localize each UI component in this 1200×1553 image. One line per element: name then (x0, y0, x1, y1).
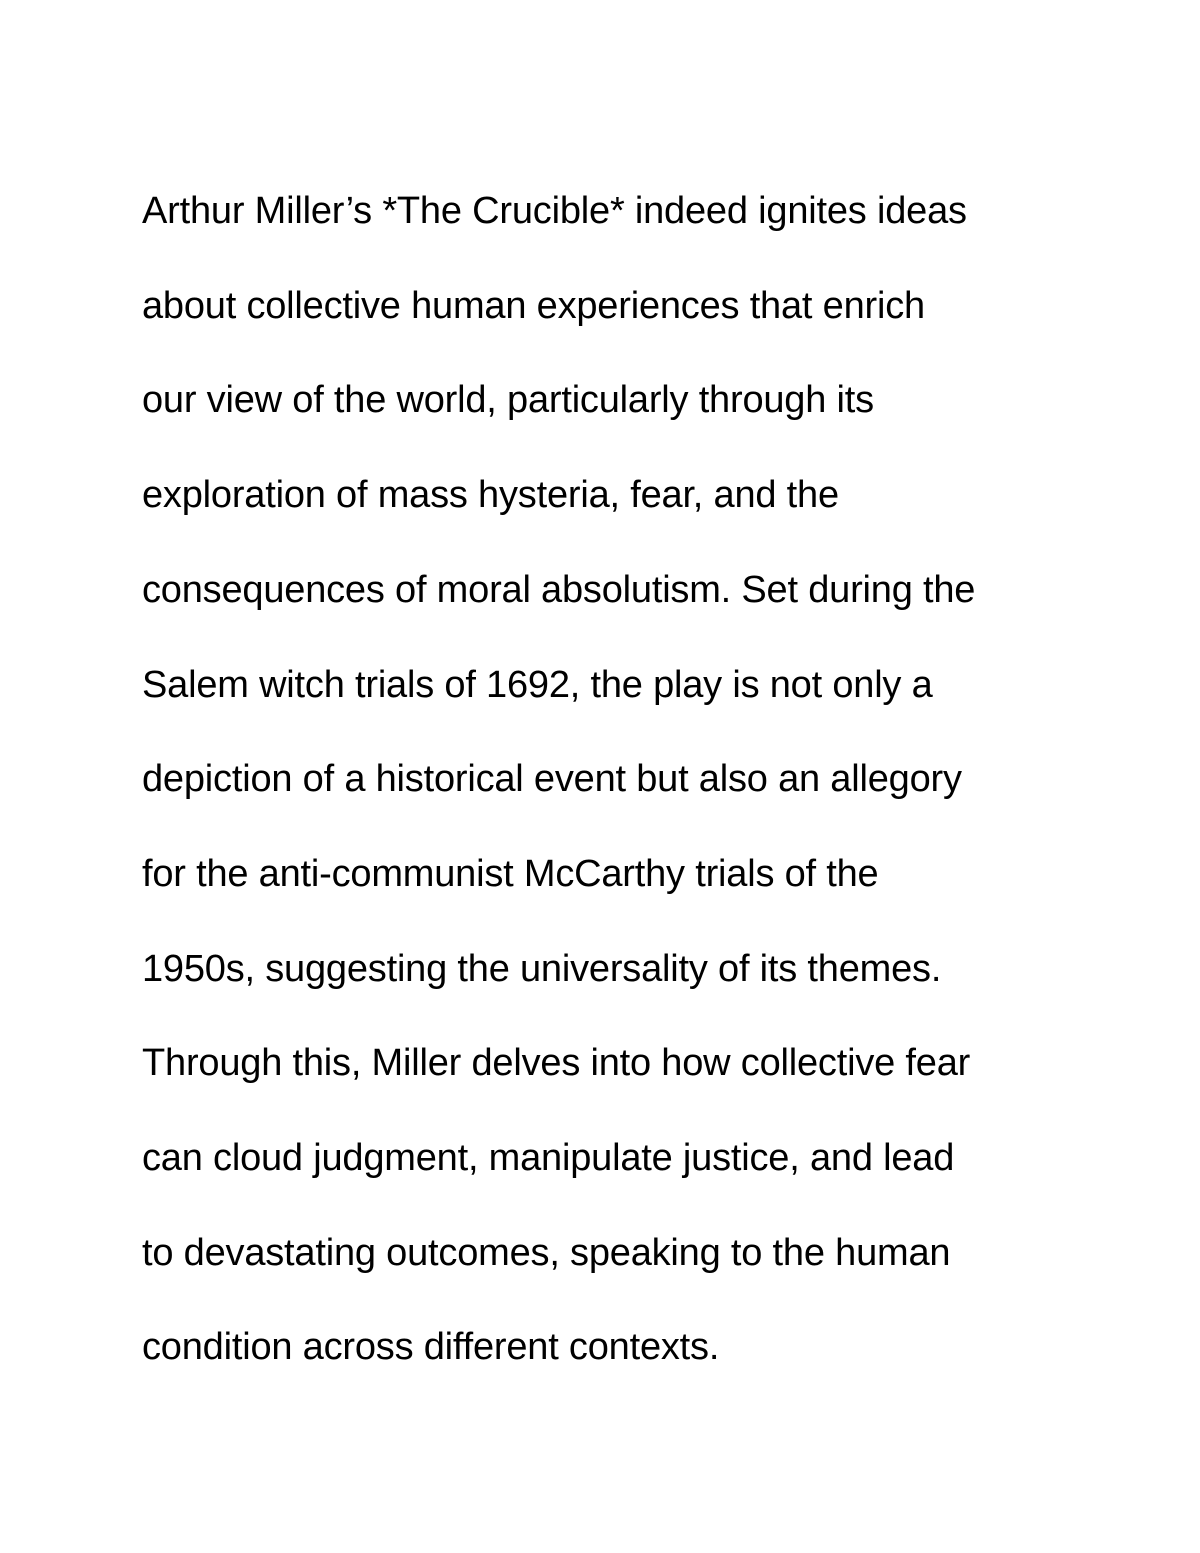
text-line: Arthur Miller’s *The Crucible* indeed ignites ideas (142, 190, 967, 232)
text-line: our view of the world, particularly through its (142, 379, 874, 422)
text-line: Salem witch trials of 1692, the play is not only a (142, 663, 933, 706)
text-line: Through this, Miller delves into how collective fear (142, 1042, 971, 1085)
body-paragraph (142, 164, 1102, 1395)
text-line: exploration of mass hysteria, fear, and the (142, 474, 839, 517)
text-line: consequences of moral absolutism. Set during the (142, 568, 976, 611)
text-line: about collective human experiences that enrich (142, 284, 925, 327)
text-line: can cloud judgment, manipulate justice, and lead (142, 1137, 955, 1180)
text-line: to devastating outcomes, speaking to the human (142, 1231, 951, 1274)
text-line: 1950s, suggesting the universality of its themes. (142, 947, 942, 990)
text-line: depiction of a historical event but also an allegory (142, 758, 962, 801)
text-line: for the anti-communist McCarthy trials of the (142, 852, 879, 895)
text-line: condition across different contexts. (142, 1326, 720, 1369)
